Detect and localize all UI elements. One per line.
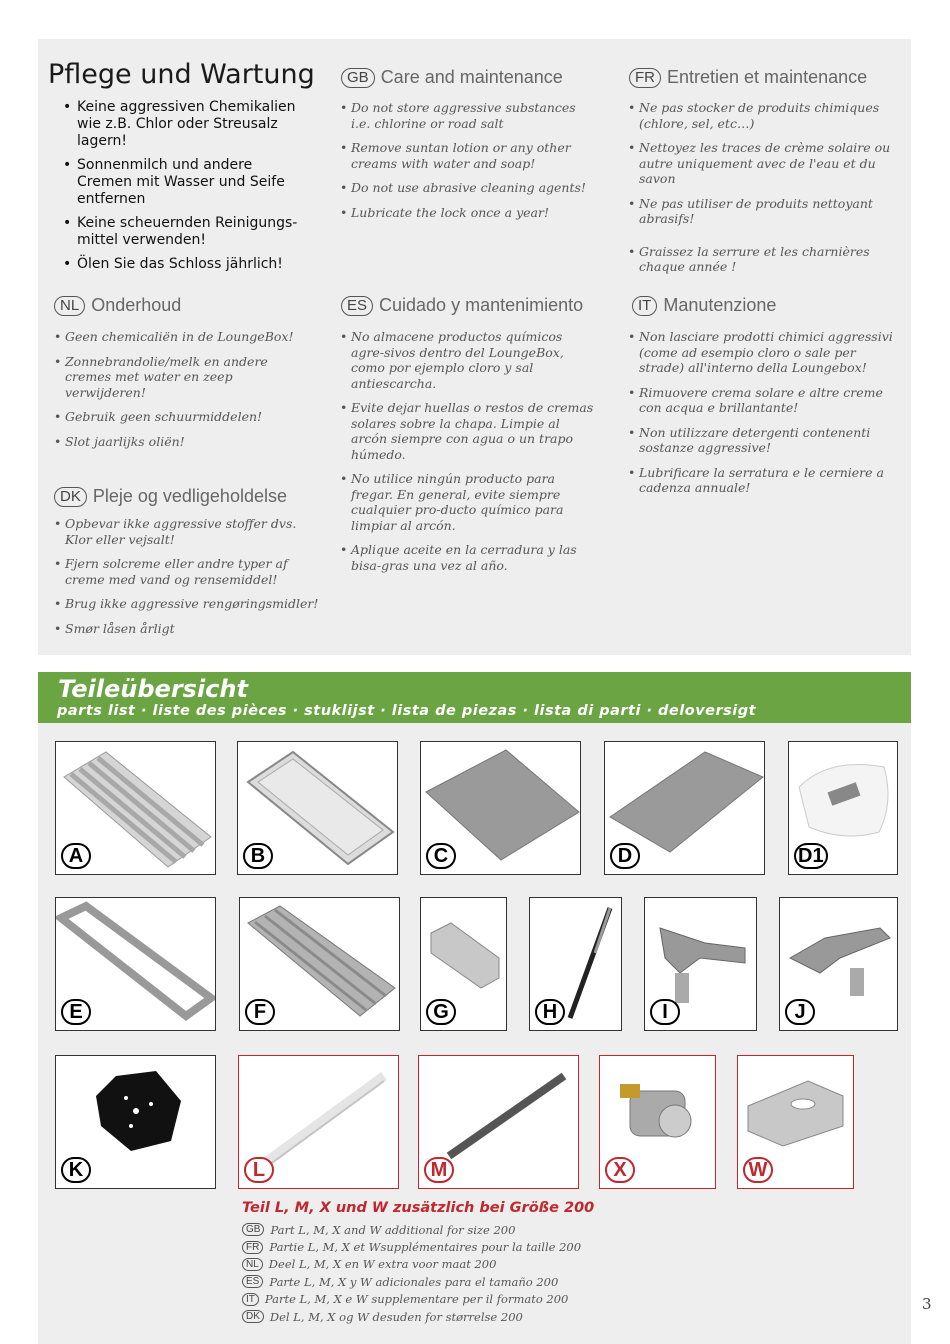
lang-badge-gb: GB (242, 1223, 264, 1236)
list-item: • Nettoyez les traces de crème solaire ou autre uniquement avec de l'eau et du savon (628, 140, 893, 187)
care-heading-dk (54, 486, 287, 507)
list-item: • Evite dejar huellas o restos de cremas solares sobre la chapa. Limpie al arcón siempre con agua o un trapo húmedo. (340, 400, 595, 462)
parts-header-bar (38, 672, 911, 723)
lang-badge-es: ES (242, 1275, 263, 1288)
part-d-image (604, 741, 765, 875)
note-text: Part L, M, X and W additional for size 200 (270, 1222, 516, 1237)
part-label-g: G (426, 999, 456, 1025)
list-item: • Ölen Sie das Schloss jährlich! (63, 256, 303, 273)
lang-badge-gb: GB (341, 68, 375, 88)
lang-badge-dk: DK (242, 1310, 264, 1323)
care-title-it: Manutenzione (663, 295, 777, 315)
parts-subtitle: parts list · liste des pièces · stuklijst · lista de piezas · lista di parti · deloversigt (57, 703, 757, 719)
care-heading-fr (629, 67, 867, 88)
list-item: • Lubricate the lock once a year! (340, 205, 595, 221)
note-text: Parte L, M, X e W supplementare per il formato 200 (264, 1292, 569, 1307)
part-f-image (239, 897, 400, 1031)
note-row-fr (242, 1238, 581, 1255)
part-label-w: W (743, 1157, 773, 1183)
care-list-nl (54, 329, 309, 458)
note-row-es (242, 1273, 581, 1290)
list-item: • Graissez la serrure et les charnières chaque année ! (628, 244, 893, 275)
list-item: • Lubrificare la serratura e le cerniere a cadenza annuale! (628, 465, 893, 496)
note-row-gb (242, 1221, 581, 1238)
note-text: Del L, M, X og W desuden for størrelse 200 (269, 1309, 523, 1324)
part-label-d1: D1 (794, 843, 828, 869)
lang-badge-nl: NL (242, 1258, 263, 1271)
part-label-k: K (61, 1157, 91, 1183)
care-title-nl: Onderhoud (91, 295, 182, 315)
care-list-dk (54, 516, 319, 645)
list-item: • Geen chemicaliën in de LoungeBox! (54, 329, 309, 345)
part-label-h: H (535, 999, 565, 1025)
care-list-es (340, 329, 595, 582)
lang-badge-nl: NL (54, 296, 85, 316)
list-item: • Remove suntan lotion or any other creams with water and soap! (340, 140, 595, 171)
care-title-dk: Pleje og vedligeholdelse (92, 486, 287, 506)
care-list-gb (340, 100, 595, 229)
list-item: • Opbevar ikke aggressive stoffer dvs. Klor eller vejsalt! (54, 516, 319, 547)
parts-title: Teileübersicht (58, 675, 248, 703)
care-heading-nl (54, 295, 181, 316)
note-text: Parte L, M, X y W adicionales para el tamaño 200 (269, 1274, 559, 1289)
part-label-d: D (610, 843, 640, 869)
list-item: • Aplique aceite en la cerradura y las bisa-gras una vez al año. (340, 542, 595, 573)
part-m-image (418, 1055, 579, 1189)
care-heading-gb (341, 67, 563, 88)
part-label-e: E (61, 999, 91, 1025)
part-label-x: X (605, 1157, 635, 1183)
lang-badge-it: IT (632, 296, 657, 316)
note-text: Deel L, M, X en W extra voor maat 200 (268, 1257, 497, 1272)
note-row-it (242, 1291, 581, 1308)
note-row-nl (242, 1256, 581, 1273)
size-200-note-title: Teil L, M, X und W zusätzlich bei Größe 200 (242, 1200, 595, 1216)
part-a-image (55, 741, 216, 875)
care-title-es: Cuidado y mantenimiento (379, 295, 584, 315)
care-title-gb: Care and maintenance (380, 67, 563, 87)
care-list-de (63, 99, 303, 280)
size-200-note-list (242, 1221, 581, 1325)
list-item: • No almacene productos químicos agre-sivos dentro del LoungeBox, como por ejemplo cloro y sal antiescarcha. (340, 329, 595, 391)
list-item: • Keine aggressiven Chemikalien wie z.B. Chlor oder Streusalz lagern! (63, 99, 303, 150)
care-panel (38, 39, 911, 655)
list-item: • Brug ikke aggressive rengøringsmidler! (54, 596, 319, 612)
part-w-image (737, 1055, 854, 1189)
page-number: 3 (922, 1295, 932, 1313)
list-item: • Do not store aggressive substances i.e. chlorine or road salt (340, 100, 595, 131)
part-k-image (55, 1055, 216, 1189)
lang-badge-it: IT (242, 1293, 259, 1306)
part-j-image (779, 897, 898, 1031)
part-label-j: J (785, 999, 815, 1025)
care-heading-es (341, 295, 583, 316)
part-label-b: B (243, 843, 273, 869)
care-heading-it (632, 295, 776, 316)
lang-badge-fr: FR (629, 68, 661, 88)
part-label-i: I (650, 999, 680, 1025)
part-label-c: C (426, 843, 456, 869)
part-g-image (420, 897, 507, 1031)
care-list-it (628, 329, 893, 505)
part-label-a: A (61, 843, 91, 869)
list-item: • Non lasciare prodotti chimici aggressivi (come ad esempio cloro o sale per strade) all'interno della Loungebox! (628, 329, 893, 376)
list-item: • Non utilizzare detergenti contenenti sostanze aggressive! (628, 425, 893, 456)
care-title-de: Pflege und Wartung (48, 59, 315, 90)
part-e-image (55, 897, 216, 1031)
care-list-fr (628, 100, 893, 284)
part-label-f: F (245, 999, 275, 1025)
part-d1-image (788, 741, 898, 875)
part-b-image (237, 741, 398, 875)
part-x-image (599, 1055, 716, 1189)
part-l-image (238, 1055, 399, 1189)
lang-badge-fr: FR (242, 1241, 263, 1254)
list-item: • Zonnebrandolie/melk en andere cremes met water en zeep verwijderen! (54, 354, 309, 401)
part-label-m: M (424, 1157, 454, 1183)
list-item: • Rimuovere crema solare e altre creme con acqua e brillantante! (628, 385, 893, 416)
note-row-dk (242, 1308, 581, 1325)
part-label-l: L (244, 1157, 274, 1183)
lang-badge-es: ES (341, 296, 373, 316)
note-text: Partie L, M, X et Wsupplémentaires pour la taille 200 (269, 1240, 582, 1255)
list-item: • No utilice ningún producto para fregar. En general, evite siempre cualquier pro-ducto químico para limpiar al arcón. (340, 471, 595, 533)
part-h-image (529, 897, 622, 1031)
part-i-image (644, 897, 757, 1031)
list-item: • Slot jaarlijks oliën! (54, 434, 309, 450)
list-item: • Sonnenmilch und andere Cremen mit Wasser und Seife entfernen (63, 157, 303, 208)
list-item: • Gebruik geen schuurmiddelen! (54, 409, 309, 425)
list-item: • Do not use abrasive cleaning agents! (340, 180, 595, 196)
list-item: • Fjern solcreme eller andre typer af creme med vand og rensemiddel! (54, 556, 319, 587)
part-c-image (420, 741, 581, 875)
list-item: • Ne pas utiliser de produits nettoyant abrasifs! (628, 196, 893, 227)
lang-badge-dk: DK (54, 487, 87, 507)
list-item: • Keine scheuernden Reinigungs-mittel verwenden! (63, 215, 303, 249)
list-item: • Ne pas stocker de produits chimiques (chlore, sel, etc…) (628, 100, 893, 131)
care-title-fr: Entretien et maintenance (667, 67, 868, 87)
list-item: • Smør låsen årligt (54, 621, 319, 637)
